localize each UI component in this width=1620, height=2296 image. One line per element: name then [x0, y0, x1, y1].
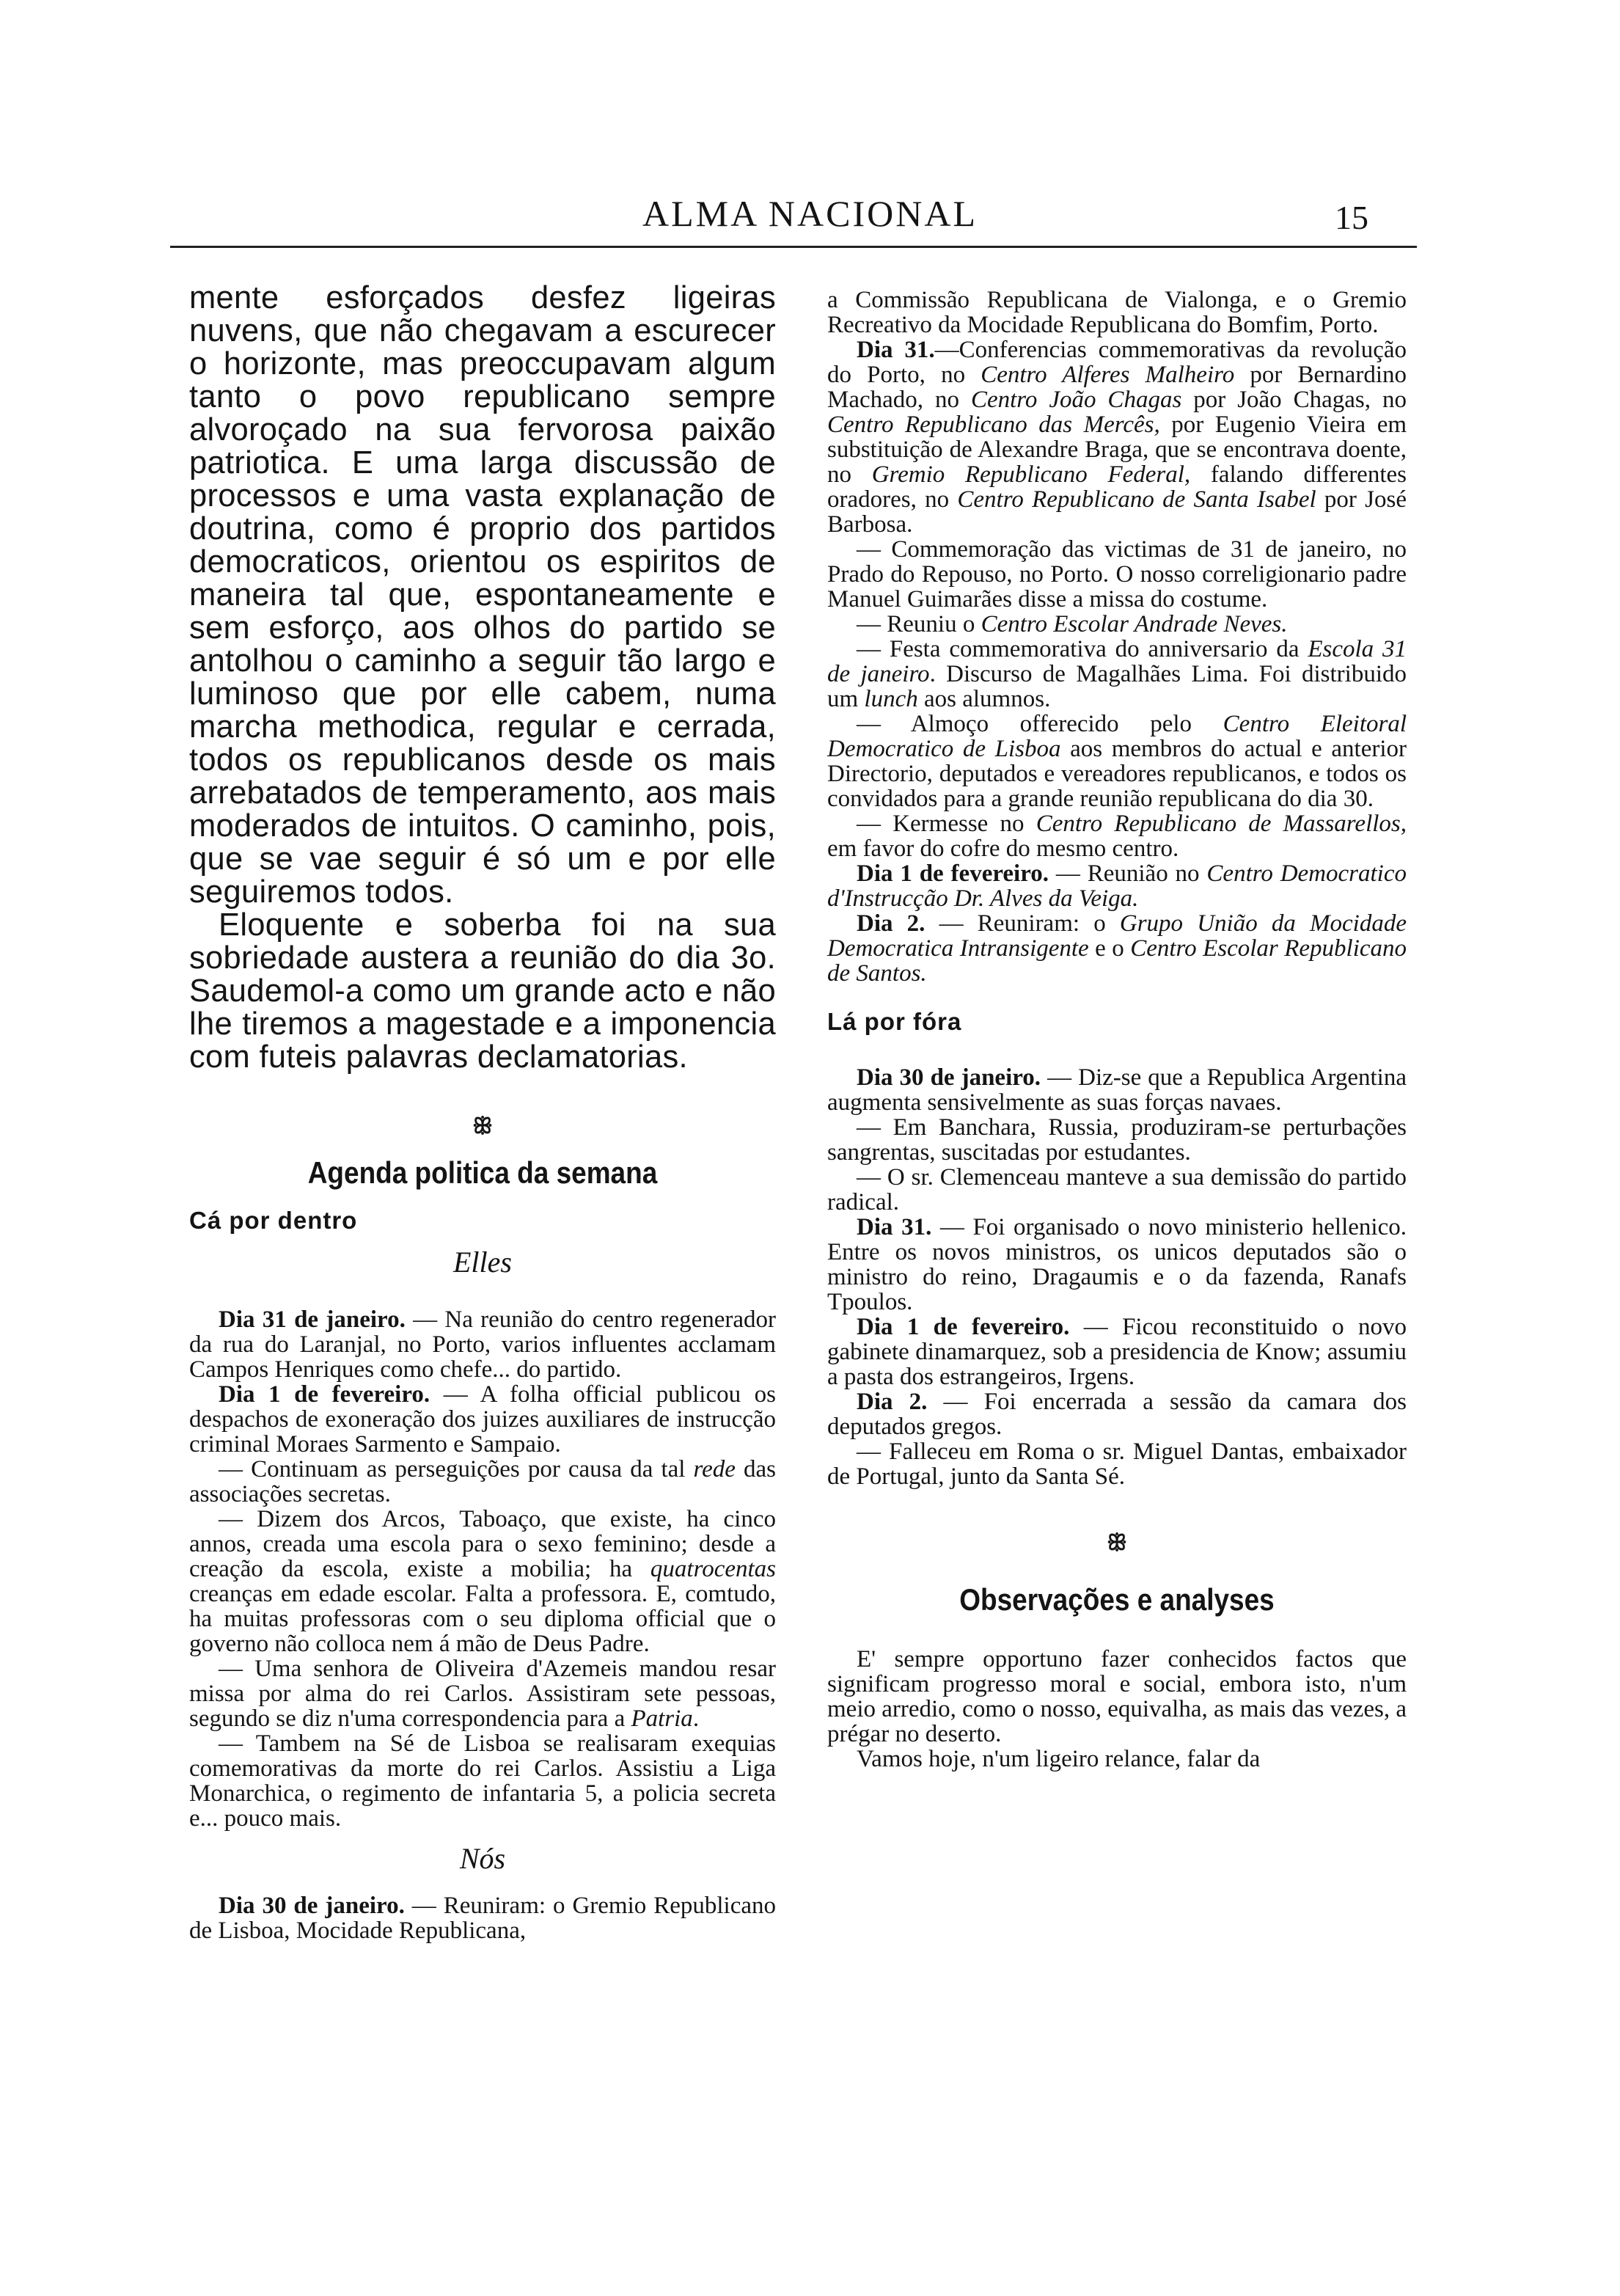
entry-date: Dia 1 de fevereiro.: [857, 1314, 1070, 1340]
entry-text: em favor do cofre do mesmo centro.: [827, 836, 1179, 862]
subsection-title: Elles: [453, 1246, 512, 1279]
entry-emphasis: Centro João Chagas: [970, 387, 1182, 413]
page-number: 15: [1335, 199, 1368, 236]
entry-text: — Reuniu o: [857, 611, 981, 637]
paragraph: Vamos hoje, n'um ligeiro relance, falar da: [857, 1746, 1261, 1772]
subsection-title: Nós: [459, 1842, 506, 1875]
entry-date: Dia 2.: [857, 1389, 928, 1415]
entry-emphasis: Centro Democratico d'Instrucção Dr. Alves da Veiga.: [827, 860, 1407, 912]
entry-emphasis: Grupo União da Mocidade Democratica Intransigente: [827, 910, 1407, 962]
agenda-entry: [189, 1656, 776, 1731]
agenda-entry: a Commissão Republicana de Vialonga, e o Gremio Recreativo da Mocidade Republicana do Bomfim, Porto.: [827, 287, 1407, 338]
agenda-entry: [189, 1457, 776, 1507]
left-column: [189, 282, 776, 1943]
entry-emphasis: Centro Republicano das Mercês,: [827, 412, 1160, 438]
paragraph: Eloquente e soberba foi na sua sobriedade austera a reunião do dia 3o. Saudemol-a como um grande acto e não lhe tiremos a magestade e a imponencia com futeis palavras declamatorias.: [189, 907, 776, 1075]
entry-text: — Foi encerrada a sessão da camara dos deputados gregos.: [827, 1389, 1407, 1440]
entry-date: Dia 30 de janeiro.: [857, 1064, 1041, 1091]
entry-text: por João Chagas, no: [1181, 387, 1407, 413]
agenda-entry: [189, 1382, 776, 1457]
entry-date: Dia 1 de fevereiro.: [857, 860, 1049, 887]
agenda-entry: [827, 811, 1407, 861]
entry-emphasis: quatrocentas: [650, 1556, 776, 1582]
entry-text: — Na reunião do centro regenerador da rua do Laranjal, no Porto, varios influentes acclamam Campos Henriques como chefe... do partido.: [189, 1306, 776, 1383]
agenda-entry: — Tambem na Sé de Lisboa se realisaram exequias comemorativas da morte do rei Carlos. Assistiu a Liga Monarchica, o regimento de infantaria 5, a policia secreta e... pouco mais.: [189, 1730, 776, 1832]
subheading: Cá por dentro: [189, 1207, 358, 1234]
section-title: Agenda politica da semana: [307, 1155, 658, 1190]
entry-text: — A folha official publicou os despachos de exoneração dos juizes auxiliares de instrucção criminal Moraes Sarmento e Sampaio.: [189, 1381, 776, 1458]
entry-text: aos alumnos.: [917, 686, 1051, 712]
section-separator-ornament: ꕥ: [1107, 1530, 1127, 1556]
entry-emphasis: Patria: [631, 1705, 693, 1732]
entry-text: — Reuniram: o Gremio Republicano de Lisboa, Mocidade Republicana,: [189, 1893, 776, 1944]
entry-emphasis: Centro Escolar Republicano de Santos.: [827, 935, 1407, 987]
agenda-entry: [827, 1389, 1407, 1439]
agenda-entry: — Falleceu em Roma o sr. Miguel Dantas, embaixador de Portugal, junto da Santa Sé.: [827, 1438, 1407, 1490]
entry-text: — Ficou reconstituido o novo gabinete dinamarquez, sob a presidencia de Know; assumiu a pasta dos estrangeiros, Irgens.: [827, 1314, 1407, 1390]
entry-text: — Foi organisado o novo ministerio hellenico. Entre os novos ministros, os unicos deputados são o ministro do reino, Dragaumis e o da fazenda, Ranafs Tpoulos.: [827, 1214, 1407, 1315]
entry-text: das associações secretas.: [189, 1456, 776, 1507]
agenda-entry: [827, 1215, 1407, 1315]
agenda-entry: [827, 861, 1407, 911]
entry-text: — Continuam as perseguições por causa da tal: [219, 1456, 694, 1482]
entry-text: falando differentes oradores, no: [827, 461, 1407, 513]
agenda-entry: — O sr. Clemenceau manteve a sua demissão do partido radical.: [827, 1164, 1407, 1215]
agenda-entry: [827, 911, 1407, 986]
entry-text: — Reunião no: [1049, 860, 1207, 887]
entry-text: . Discurso de Magalhães Lima. Foi distribuido um: [827, 661, 1407, 712]
entry-date: Dia 31.: [857, 337, 935, 363]
entry-text: — Dizem dos Arcos, Taboaço, que existe, ha cinco annos, creada uma escola para o sexo feminino; desde a creação da escola, existe a mobilia; ha: [189, 1506, 776, 1582]
running-title: ALMA NACIONAL: [642, 193, 978, 234]
entry-text: — Almoço offerecido pelo: [857, 711, 1223, 737]
agenda-entry: [189, 1507, 776, 1656]
entry-emphasis: Gremio Republicano Federal,: [871, 461, 1191, 488]
section-title: Observações e analyses: [959, 1582, 1275, 1617]
entry-date: Dia 31 de janeiro.: [219, 1306, 406, 1333]
subheading: Lá por fóra: [827, 1008, 962, 1035]
right-column: [827, 288, 1407, 1772]
entry-text: por José Barbosa.: [827, 486, 1407, 538]
entry-text: —Conferencias commemorativas da revolução do Porto, no: [827, 337, 1407, 388]
entry-emphasis: Centro Escolar Andrade Neves.: [981, 611, 1288, 637]
agenda-entry: — Commemoração das victimas de 31 de janeiro, no Prado do Repouso, no Porto. O nosso correligionario padre Manuel Guimarães disse a missa do costume.: [827, 536, 1407, 613]
entry-emphasis: Centro Republicano de Santa Isabel: [957, 486, 1316, 513]
agenda-entry: [827, 337, 1407, 537]
section-separator-ornament: ꕥ: [472, 1114, 493, 1139]
paragraph: mente esforçados desfez ligeiras nuvens, que não chegavam a escurecer o horizonte, mas preoccupavam algum tanto o povo republicano sempre alvoroçado na sua fervorosa paixão patriotica. E uma larga discussão de processos e uma vasta explanação de doutrina, como é proprio dos partidos democraticos, orientou os espiritos de maneira tal que, espontaneamente e sem esforço, aos olhos do partido se antolhou o caminho a seguir tão largo e luminoso que por elle cabem, numa marcha methodica, regular e cerrada, todos os republicanos desde os mais arrebatados de temperamento, aos mais moderados de intuitos. O caminho, pois, que se vae seguir é só um e por elle seguiremos todos.: [189, 280, 776, 910]
entry-date: Dia 1 de fevereiro.: [219, 1381, 430, 1408]
entry-emphasis: Centro Eleitoral Democratico de Lisboa: [827, 711, 1407, 762]
agenda-entry: [827, 712, 1407, 811]
entry-text: creanças em edade escolar. Falta a professora. E, comtudo, ha muitas professoras com o seu diploma official que o governo não colloca nem á mão de Deus Padre.: [189, 1581, 776, 1657]
agenda-entry: [827, 637, 1407, 712]
agenda-entry: [827, 1315, 1407, 1389]
entry-emphasis: rede: [693, 1456, 736, 1482]
entry-text: — Diz-se que a Republica Argentina augmenta sensivelmente as suas forças navaes.: [827, 1064, 1407, 1116]
entry-date: Dia 30 de janeiro.: [219, 1893, 405, 1919]
entry-text: e o: [1088, 935, 1131, 962]
agenda-entry: [827, 1065, 1407, 1115]
entry-emphasis: Centro Republicano de Massarellos,: [1036, 811, 1407, 837]
header-rule: [170, 246, 1417, 248]
agenda-entry: [827, 612, 1407, 637]
paragraph: E' sempre opportuno fazer conhecidos factos que significam progresso moral e social, embora isto, n'um meio arredio, como o nosso, equivalha, as mais das vezes, a prégar no deserto.: [827, 1646, 1407, 1747]
entry-text: por Bernardino Machado, no: [827, 362, 1407, 413]
entry-text: por Eugenio Vieira em substituição de Alexandre Braga, que se encontrava doente, no: [827, 412, 1407, 488]
entry-text: — Reuniram: o: [925, 910, 1120, 937]
agenda-entry: [189, 1893, 776, 1943]
entry-text: — Uma senhora de Oliveira d'Azemeis mandou resar missa por alma do rei Carlos. Assistiram sete pessoas, segundo se diz n'uma correspondencia para a: [189, 1656, 776, 1732]
agenda-entry: [189, 1307, 776, 1382]
entry-text: — Kermesse no: [857, 811, 1036, 837]
entry-emphasis: Escola 31 de janeiro: [827, 636, 1407, 687]
entry-emphasis: lunch: [864, 686, 918, 712]
entry-text: aos membros do actual e anterior Directorio, deputados e vereadores republicanos, e todos os convidados para a grande reunião republicana do dia 30.: [827, 736, 1407, 812]
entry-text: — Festa commemorativa do anniversario da: [857, 636, 1308, 662]
entry-text: .: [692, 1705, 700, 1732]
entry-emphasis: Centro Alferes Malheiro: [981, 362, 1235, 388]
agenda-entry: — Em Banchara, Russia, produziram-se perturbações sangrentas, suscitadas por estudantes.: [827, 1114, 1407, 1166]
entry-date: Dia 31.: [857, 1214, 932, 1240]
entry-date: Dia 2.: [857, 910, 926, 937]
